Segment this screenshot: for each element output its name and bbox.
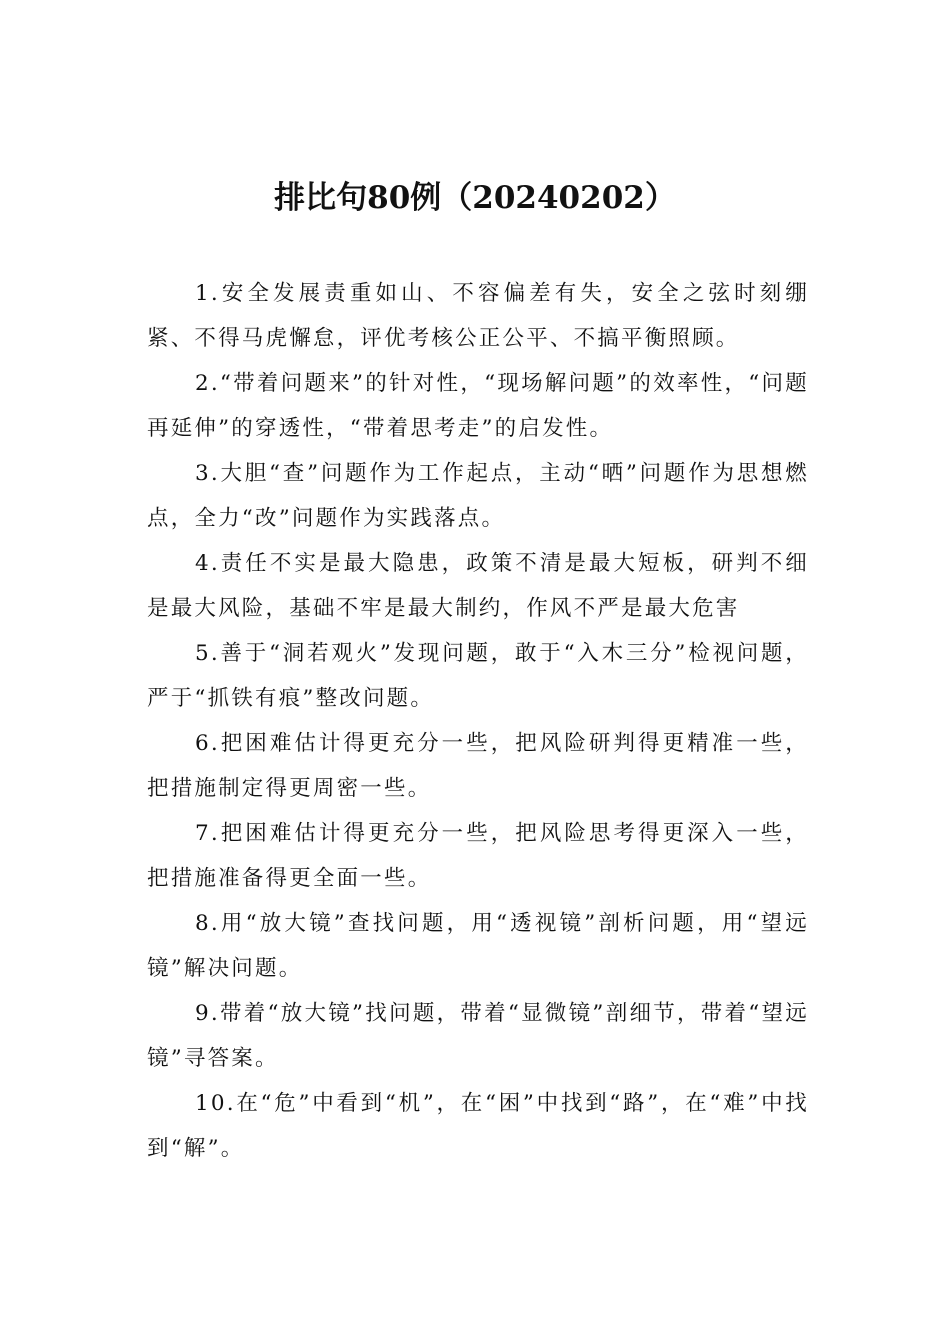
- paragraph-6: 6.把困难估计得更充分一些，把风险研判得更精准一些，把措施制定得更周密一些。: [147, 731, 809, 801]
- paragraph-9: 9.带着“放大镜”找问题，带着“显微镜”剖细节，带着“望远镜”寻答案。: [147, 1001, 809, 1071]
- paragraph-1: 1.安全发展责重如山、不容偏差有失，安全之弦时刻绷紧、不得马虎懈怠，评优考核公正公平、不搞平衡照顾。: [147, 281, 809, 351]
- paragraph-8: 8.用“放大镜”查找问题，用“透视镜”剖析问题，用“望远镜”解决问题。: [147, 911, 809, 981]
- paragraph-7: 7.把困难估计得更充分一些，把风险思考得更深入一些，把措施准备得更全面一些。: [147, 821, 809, 891]
- paragraph-3: 3.大胆“查”问题作为工作起点，主动“晒”问题作为思想燃点，全力“改”问题作为实践落点。: [147, 461, 809, 531]
- paragraph-5: 5.善于“洞若观火”发现问题，敢于“入木三分”检视问题，严于“抓铁有痕”整改问题。: [147, 641, 809, 711]
- paragraph-10: 10.在“危”中看到“机”，在“困”中找到“路”，在“难”中找到“解”。: [147, 1091, 809, 1161]
- document-body: [147, 271, 809, 1171]
- document-title: 排比句80例（20240202）: [274, 180, 676, 216]
- paragraph-4: 4.责任不实是最大隐患，政策不清是最大短板，研判不细是最大风险，基础不牢是最大制约，作风不严是最大危害: [147, 551, 809, 621]
- paragraph-2: 2.“带着问题来”的针对性，“现场解问题”的效率性，“问题再延伸”的穿透性，“带着思考走”的启发性。: [147, 371, 809, 441]
